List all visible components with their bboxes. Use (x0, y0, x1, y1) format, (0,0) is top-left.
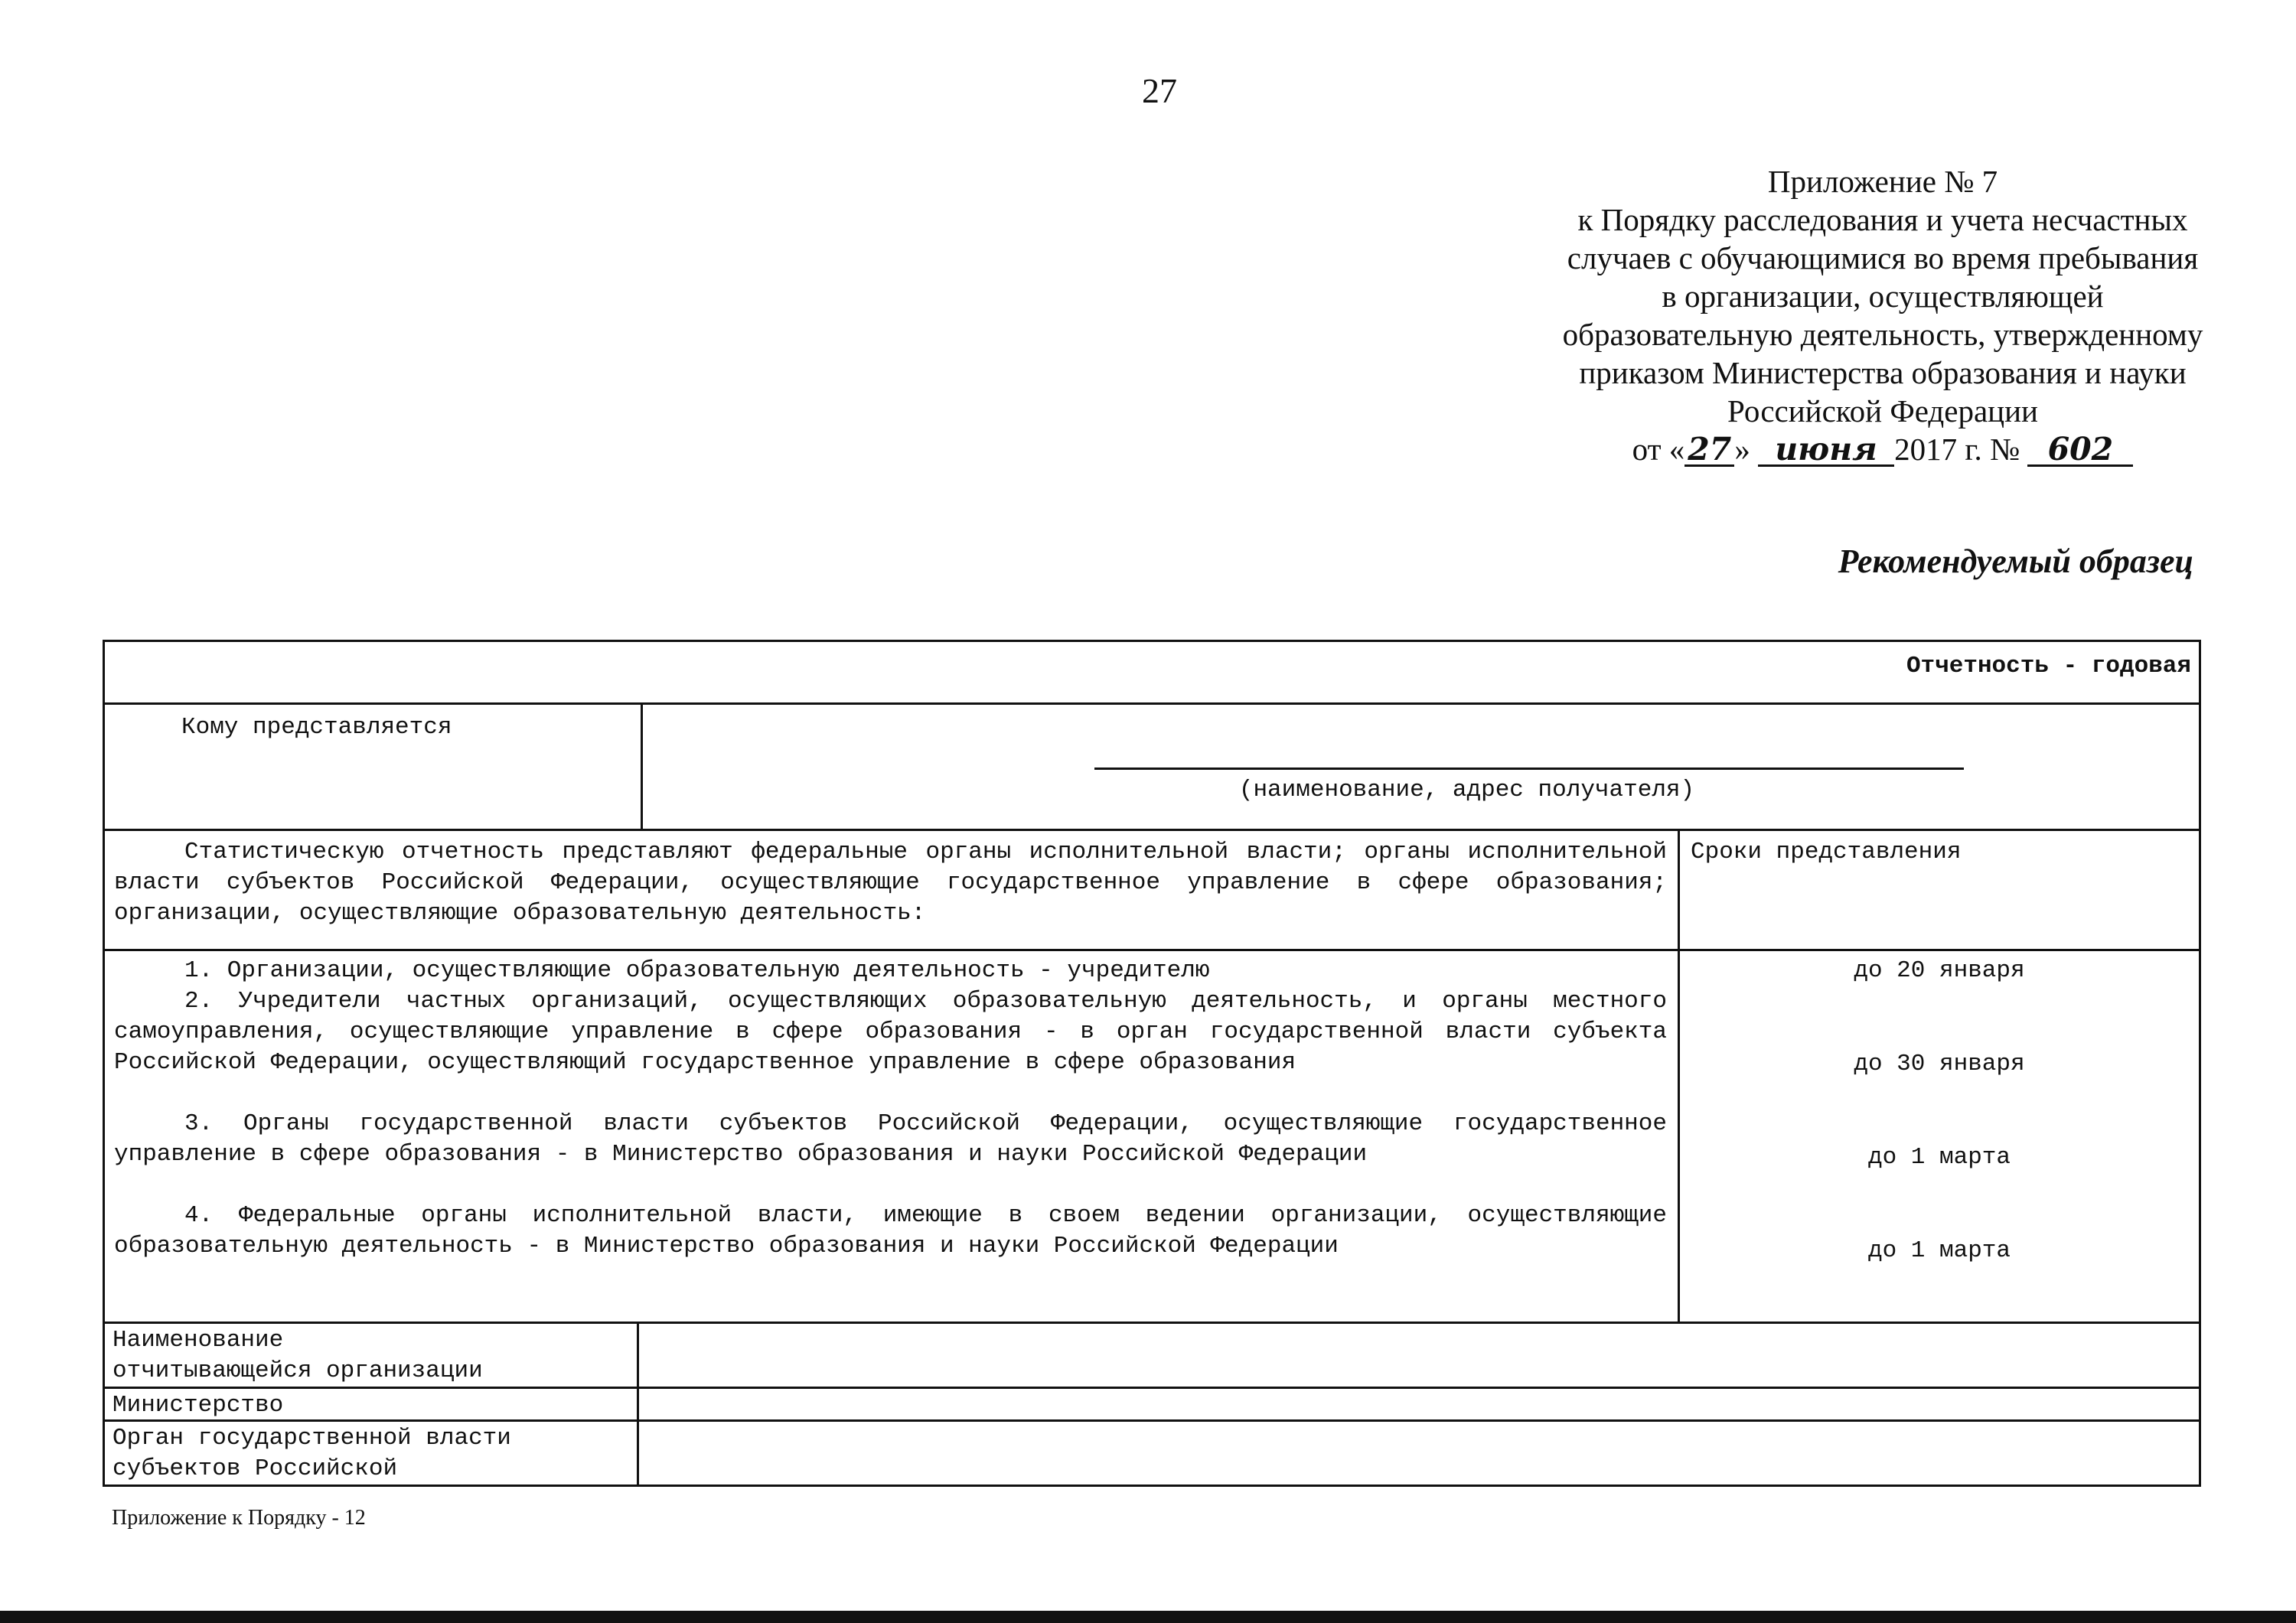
org-name-label-cell (103, 1322, 639, 1389)
deadline-value: до 1 марта (1867, 1237, 2011, 1264)
authority-label-line: Орган государственной власти (113, 1425, 511, 1452)
appendix-line: образовательную деятельность, утвержденному (1562, 317, 2203, 352)
appendix-header (1454, 162, 2296, 468)
appendix-line: к Порядку расследования и учета несчастных (1577, 202, 2188, 237)
appendix-line: Российской Федерации (1727, 393, 2038, 429)
list-item (114, 956, 1667, 986)
org-name-label (113, 1325, 483, 1387)
deadlines-header-cell (1678, 829, 2201, 951)
authority-label (113, 1423, 511, 1484)
handwritten-month: июня (1758, 434, 1894, 467)
date-year: 2017 г. № (1894, 432, 2020, 467)
submitters-cell (103, 949, 1680, 1324)
stat-intro: Статистическую отчетность представляют федеральные органы исполнительной власти; органы исполнительной власти субъектов Российской Федерации, осуществляющие государственное управление в сфере образования; организации, осуществляющие образовательную деятельность: (114, 839, 1667, 927)
recipient-cell[interactable] (641, 702, 2201, 831)
recipient-underline (1094, 768, 1964, 770)
appendix-line: случаев с обучающимися во время пребывания (1567, 240, 2199, 275)
org-name-label-line: отчитывающейся организации (113, 1357, 483, 1384)
deadline-value: до 30 января (1854, 1051, 2025, 1077)
submitter-text: 1. Организации, осуществляющие образовательную деятельность - учредителю (184, 957, 1210, 984)
page-footer: Приложение к Порядку - 12 (112, 1506, 366, 1530)
submitter-text: 3. Органы государственной власти субъектов Российской Федерации, осуществляющие государственное управление в сфере образования - в Министерство образования и науки Российской Федерации (114, 1110, 1667, 1168)
date-prefix: от « (1632, 432, 1685, 467)
list-item (114, 1109, 1667, 1170)
submitter-text: 2. Учредители частных организаций, осуществляющих образовательную деятельность, и органы местного самоуправления, осуществляющие управление в сфере образования - в орган государственной власти субъекта Российской Федерации, осуществляющий государственное управление в сфере образования (114, 988, 1667, 1076)
list-item (114, 1201, 1667, 1262)
ministry-label-cell (103, 1387, 639, 1422)
list-item (114, 986, 1667, 1078)
date-mid: » (1734, 432, 1750, 467)
deadline-value: до 1 марта (1867, 1144, 2011, 1171)
handwritten-day: 27 (1684, 434, 1734, 467)
ministry-label: Министерство (113, 1392, 284, 1419)
handwritten-order-number: 602 (2027, 434, 2133, 467)
submitter-text: 4. Федеральные органы исполнительной власти, имеющие в своем ведении организации, осуществляющие образовательную деятельность - в Министерство образования и науки Российской Федерации (114, 1202, 1667, 1260)
deadlines-title: Сроки представления (1691, 839, 1962, 865)
ministry-field[interactable] (637, 1387, 2201, 1422)
appendix-line: в организации, осуществляющей (1662, 279, 2104, 314)
whom-label-cell (103, 702, 643, 831)
appendix-line: Приложение № 7 (1767, 164, 1998, 199)
stat-intro-paragraph (114, 837, 1667, 929)
authority-label-line: субъектов Российской (113, 1455, 398, 1482)
stat-intro-cell (103, 829, 1680, 951)
recommended-sample-label: Рекомендуемый образец (1838, 543, 2193, 580)
org-name-field[interactable] (637, 1322, 2201, 1389)
order-date-line (1454, 430, 2296, 468)
deadlines-cell (1678, 949, 2201, 1324)
recipient-caption: (наименование, адрес получателя) (1238, 777, 1695, 803)
deadline-value: до 20 января (1854, 957, 2025, 984)
org-name-label-line: Наименование (113, 1327, 284, 1354)
whom-label: Кому представляется (181, 714, 452, 741)
authority-label-cell (103, 1419, 639, 1487)
authority-field[interactable] (637, 1419, 2201, 1487)
page-number: 27 (1142, 71, 1177, 110)
appendix-line: приказом Министерства образования и науки (1579, 355, 2187, 390)
report-type: Отчетность - годовая (1906, 653, 2191, 680)
scan-edge (0, 1611, 2296, 1623)
report-type-row (103, 640, 2201, 705)
